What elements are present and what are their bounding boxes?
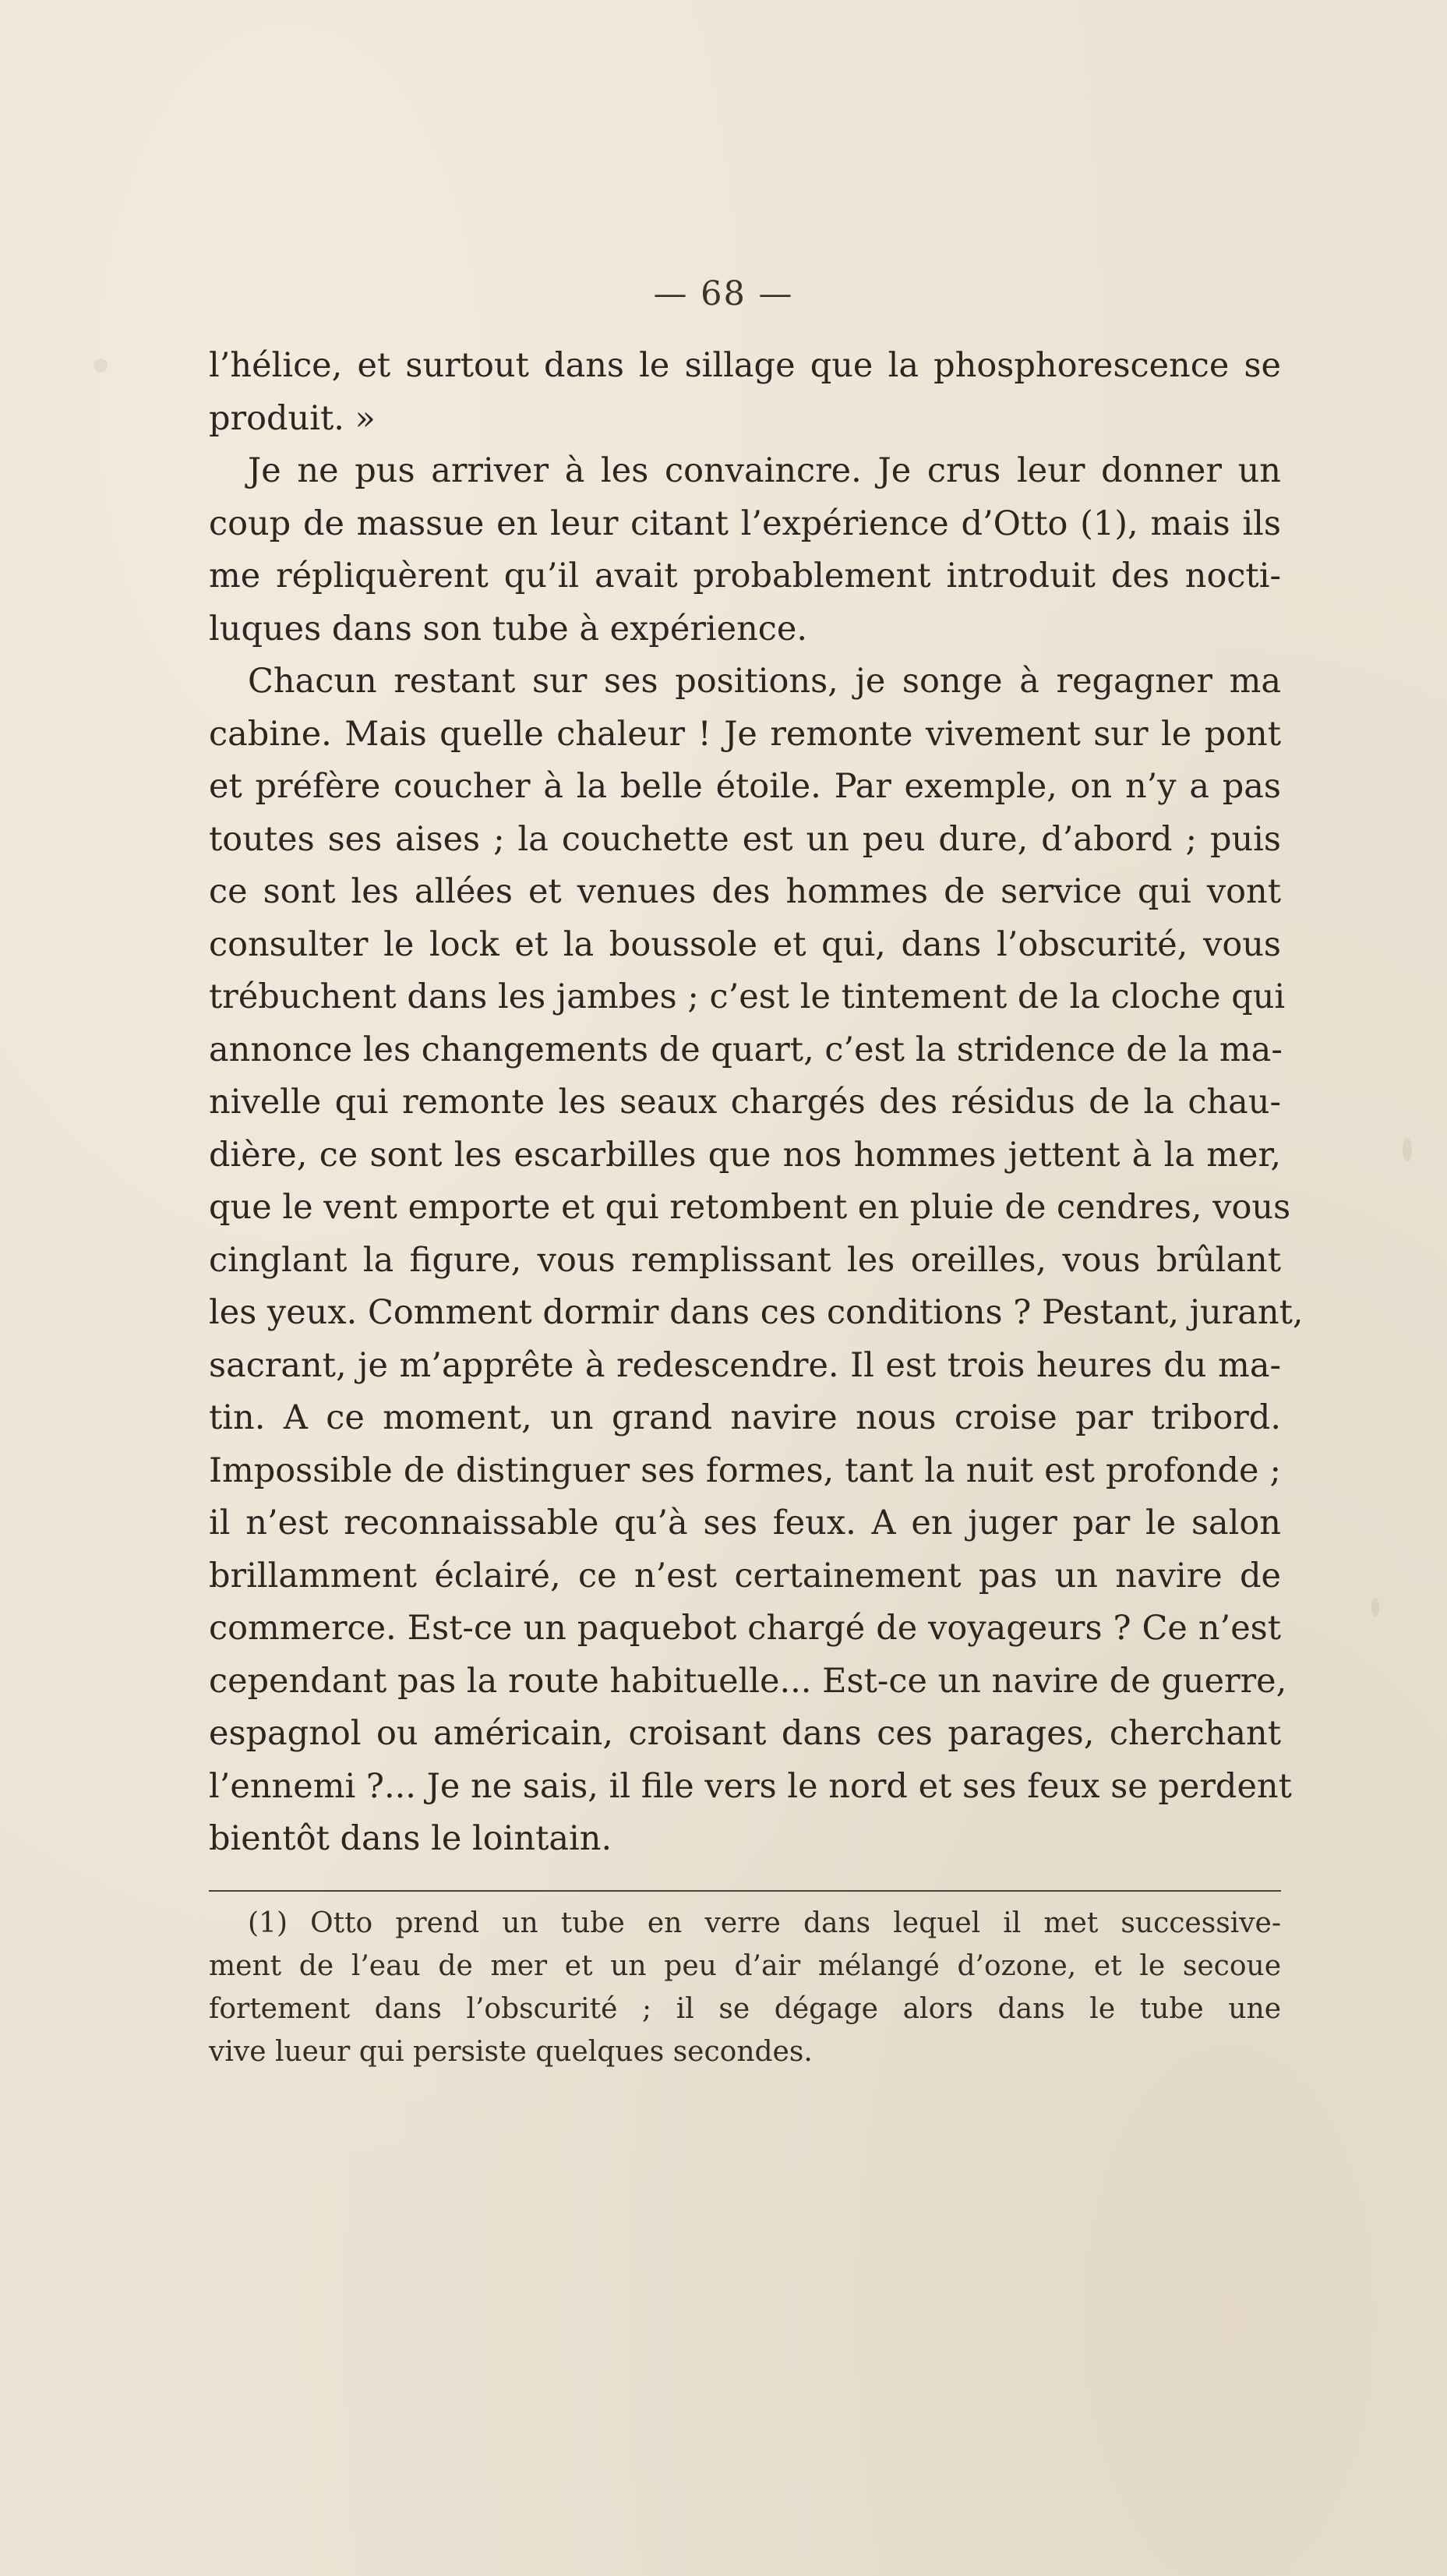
text-line: dière, ce sont les escarbilles que nos hommes jettent à la mer, — [209, 1135, 1281, 1175]
text-line: luques dans son tube à expérience. — [209, 609, 807, 648]
page-number: — 68 — — [653, 274, 794, 313]
text-line: que le vent emporte et qui retombent en pluie de cendres, vous — [209, 1188, 1291, 1227]
text-line: annonce les changements de quart, c’est la stridence de la ma- — [209, 1030, 1283, 1069]
main-text — [209, 340, 1304, 1866]
text-line: commerce. Est-ce un paquebot chargé de voyageurs ? Ce n’est — [209, 1609, 1281, 1648]
text-line: l’hélice, et surtout dans le sillage que la phosphorescence se — [209, 346, 1281, 385]
text-line: sacrant, je m’apprête à redescendre. Il est trois heures du ma- — [209, 1345, 1281, 1385]
text-line: cependant pas la route habituelle... Est-ce un navire de guerre, — [209, 1661, 1287, 1701]
text-line: les yeux. Comment dormir dans ces conditions ? Pestant, jurant, — [209, 1293, 1304, 1332]
text-line: et préfère coucher à la belle étoile. Par exemple, on n’y a pas — [209, 767, 1281, 806]
text-line: coup de massue en leur citant l’expérience d’Otto (1), mais ils — [209, 504, 1281, 543]
footnote-line: vive lueur qui persiste quelques secondes. — [209, 2036, 813, 2068]
text-line: espagnol ou américain, croisant dans ces parages, cherchant — [209, 1714, 1281, 1753]
footnote-separator — [209, 1890, 1281, 1892]
text-line: brillamment éclairé, ce n’est certainement pas un navire de — [209, 1556, 1281, 1595]
footnote-line: ment de l’eau de mer et un peu d’air mélangé d’ozone, et le secoue — [209, 1950, 1281, 1982]
text-line: tin. A ce moment, un grand navire nous croise par tribord. — [209, 1398, 1281, 1437]
text-line: toutes ses aises ; la couchette est un peu dure, d’abord ; puis — [209, 819, 1281, 859]
text-line: consulter le lock et la boussole et qui, dans l’obscurité, vous — [209, 924, 1281, 964]
paper-stain — [1371, 1598, 1379, 1617]
text-line: ce sont les allées et venues des hommes de service qui vont — [209, 872, 1281, 911]
text-line: trébuchent dans les jambes ; c’est le tintement de la cloche qui — [209, 977, 1286, 1016]
text-line: bientôt dans le lointain. — [209, 1819, 612, 1858]
text-line: produit. » — [209, 398, 376, 438]
text-line: me répliquèrent qu’il avait probablement introduit des nocti- — [209, 557, 1281, 595]
footnote-line: (1) Otto prend un tube en verre dans lequel il met successive- — [248, 1907, 1281, 1939]
text-line: cinglant la figure, vous remplissant les oreilles, vous brûlant — [209, 1240, 1281, 1280]
text-line: l’ennemi ?... Je ne sais, il file vers le nord et ses feux se perdent — [209, 1766, 1292, 1806]
paper-stain — [1403, 1138, 1412, 1161]
text-line: nivelle qui remonte les seaux chargés des résidus de la chau- — [209, 1083, 1281, 1122]
footnote-line: fortement dans l’obscurité ; il se dégage alors dans le tube une — [209, 1993, 1281, 2025]
footnote — [209, 1902, 1281, 2073]
paper-stain — [94, 359, 108, 373]
text-line: il n’est reconnaissable qu’à ses feux. A en juger par le salon — [209, 1504, 1281, 1542]
text-line: cabine. Mais quelle chaleur ! Je remonte vivement sur le pont — [209, 714, 1281, 754]
text-line: Je ne pus arriver à les convaincre. Je crus leur donner un — [248, 451, 1281, 490]
text-line: Impossible de distinguer ses formes, tant la nuit est profonde ; — [209, 1451, 1281, 1490]
text-line: Chacun restant sur ses positions, je songe à regagner ma — [248, 662, 1281, 701]
